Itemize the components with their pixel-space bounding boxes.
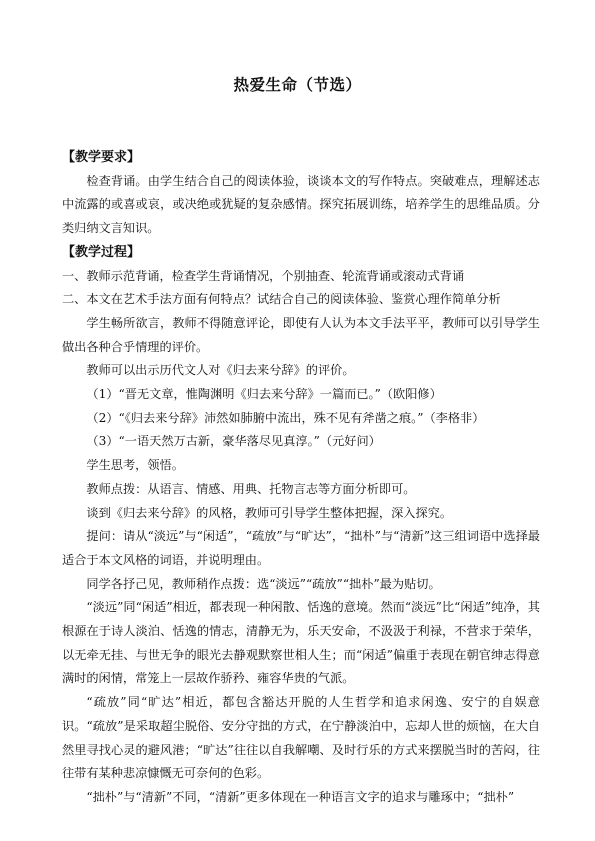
paragraph-4: 教师点拨：从语言、情感、用典、托物言志等方面分析即可。 bbox=[86, 481, 416, 496]
paragraph-8: “淡远”同“闲适”相近，都表现一种闲散、恬逸的意境。然而“淡远”比“闲适”纯净，其根源在于诗人淡泊、恬逸的情志，清静无为，乐天安命，不汲汲于利禄，不营求于荣华，以无牵无挂、与世无争的眼光去静观默察世相人生；而“闲适”偏重于表现在朝官绅志得意满时的闲情，常笼上一层故作骄矜、雍容华贵的气派。 bbox=[62, 600, 540, 686]
paragraph-3: 学生思考，领悟。 bbox=[86, 458, 184, 473]
section-heading-requirements: 【教学要求】 bbox=[62, 150, 141, 165]
process-step-2: 二、本文在艺术手法方面有何特点？试结合自己的阅读体验、鉴赏心理作简单分析 bbox=[62, 292, 501, 307]
section-heading-process: 【教学过程】 bbox=[62, 244, 141, 260]
paragraph-2: 教师可以出示历代文人对《归去来兮辞》的评价。 bbox=[86, 363, 355, 378]
paragraph-1: 学生畅所欲言，教师不得随意评论，即使有人认为本文手法平平，教师可以引导学生做出各种合乎情理的评价。 bbox=[62, 315, 540, 354]
quote-3: （3）“一语天然万古新，豪华落尽见真淳。”（元好问） bbox=[86, 434, 381, 449]
paragraph-7: 同学各抒己见，教师稍作点拨：选“淡远”“疏放”“拙朴”最为贴切。 bbox=[86, 576, 441, 591]
quote-2: （2）“《归去来兮辞》沛然如肺腑中流出，殊不见有斧凿之痕。”（李格非） bbox=[86, 410, 485, 425]
paragraph-6: 提问：请从“淡远”与“闲适”，“疏放”与“旷达”，“拙朴”与“清新”这三组词语中选择最适合于本文风格的词语，并说明理由。 bbox=[62, 529, 540, 567]
page-title: 热爱生命（节选） bbox=[233, 76, 362, 94]
paragraph-10: “拙朴”与“清新”不同，“清新”更多体现在一种语言文字的追求与雕琢中；“拙朴” bbox=[86, 789, 515, 804]
paragraph-5: 谈到《归去来兮辞》的风格，教师可引导学生整体把握，深入探究。 bbox=[86, 505, 453, 520]
paragraph-9: “疏放”同“旷达”相近，都包含豁达开脱的人生哲学和追求闲逸、安宁的自娱意识。“疏放”是采取超尘脱俗、安分守拙的方式，在宁静淡泊中，忘却人世的烦恼，在大自然里寻找心灵的避风港；“旷达”往往以自我解嘲、及时行乐的方式来摆脱当时的苦闷，往往带有某种悲凉慷慨无可奈何的色彩。 bbox=[62, 695, 540, 781]
process-step-1: 一、教师示范背诵，检查学生背诵情况，个别抽查、轮流背诵或滚动式背诵 bbox=[62, 268, 465, 283]
document-body bbox=[62, 146, 540, 810]
quote-1: （1）“晋无文章，惟陶渊明《归去来兮辞》一篇而已。”（欧阳修） bbox=[86, 387, 442, 402]
requirements-paragraph: 检查背诵。由学生结合自己的阅读体验，谈谈本文的写作特点。突破难点，理解述志中流露的或喜或哀，或决绝或犹疑的复杂感情。探究拓展训练，培养学生的思维品质。分类归纳文言知识。 bbox=[62, 173, 540, 236]
